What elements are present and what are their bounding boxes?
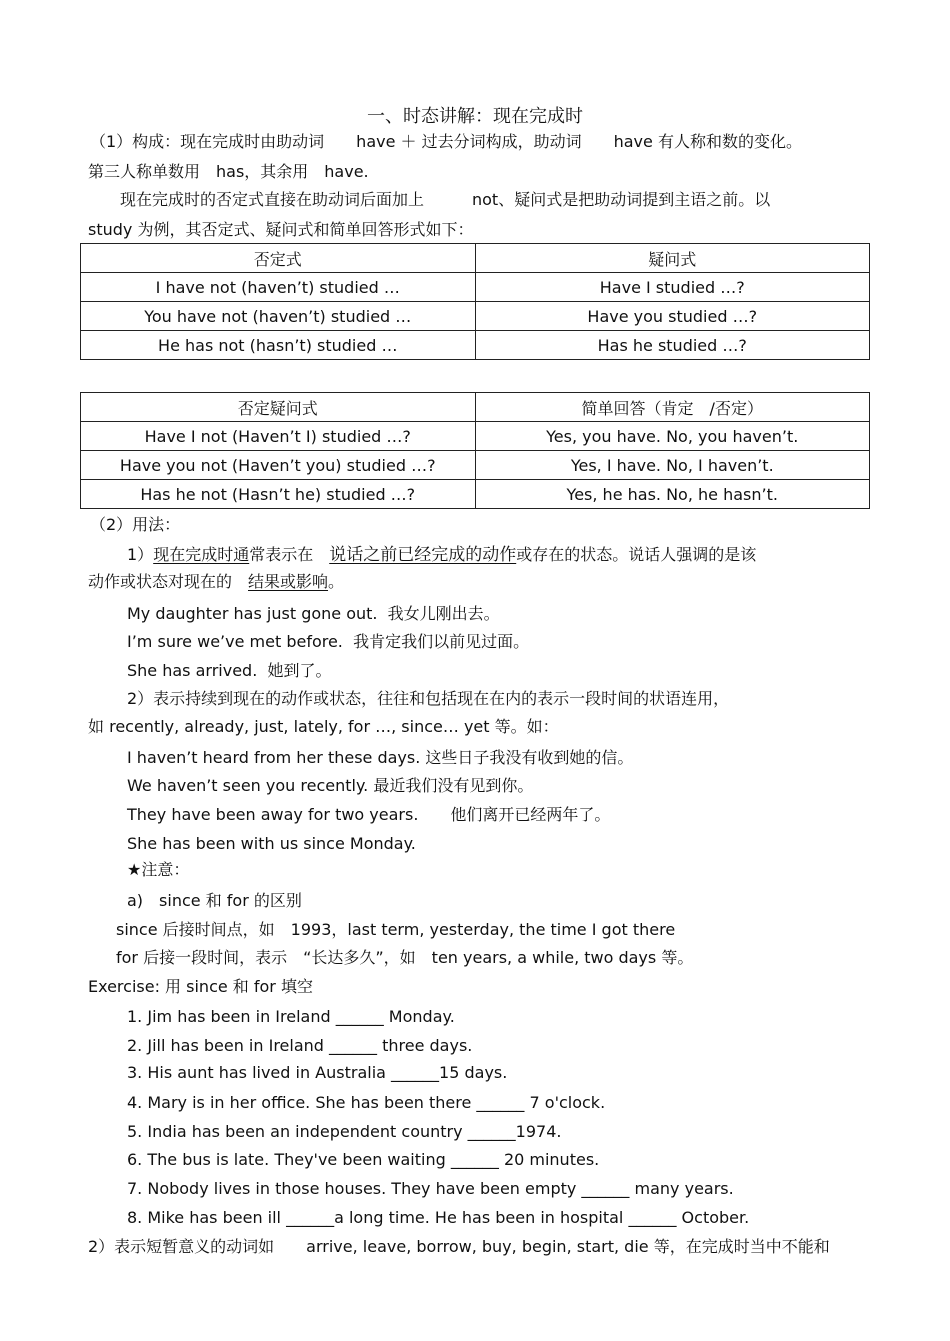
table-cell: You have not (haven’t) studied … bbox=[81, 302, 476, 331]
table-row bbox=[81, 302, 870, 331]
exercise-item: 1. Jim has been in Ireland ______ Monday. bbox=[127, 1007, 455, 1026]
usage-1-underlined-phrase: 说话之前已经完成的动作 bbox=[329, 545, 517, 565]
usage-2-line-1: 2）表示持续到现在的动作或状态，往往和包括现在在内的表示一段时间的状语连用， bbox=[127, 689, 730, 708]
intro-line-2: 第三人称单数用 has，其余用 have. bbox=[88, 162, 369, 181]
table-header-cell: 否定疑问式 bbox=[81, 393, 476, 422]
usage-2-line-2: 如 recently, already, just, lately, for …, since… yet 等。如： bbox=[88, 717, 559, 736]
intro-line-4: study 为例，其否定式、疑问式和简单回答形式如下： bbox=[88, 220, 474, 239]
exercise-item: 7. Nobody lives in those houses. They have been empty ______ many years. bbox=[127, 1179, 734, 1198]
table-header-row bbox=[81, 244, 870, 273]
exercise-item: 3. His aunt has lived in Australia ______15 days. bbox=[127, 1063, 508, 1082]
example-line: They have been away for two years. 他们离开已经两年了。 bbox=[127, 805, 611, 824]
table-row bbox=[81, 331, 870, 360]
table-cell: Have you not (Haven’t you) studied …? bbox=[81, 451, 476, 480]
exercise-heading: Exercise: 用 since 和 for 填空 bbox=[88, 977, 313, 996]
usage-1-underlined-term: 现在完成时通 bbox=[153, 545, 250, 564]
table-header-cell: 否定式 bbox=[81, 244, 476, 273]
note-subheading: a) since 和 for 的区别 bbox=[127, 891, 302, 910]
table-cell: Has he not (Hasn’t he) studied …? bbox=[81, 480, 476, 509]
page-title: 一、时态讲解：现在完成时 bbox=[367, 106, 583, 127]
example-line: She has been with us since Monday. bbox=[127, 834, 416, 853]
table-cell: Have I not (Haven’t I) studied …? bbox=[81, 422, 476, 451]
table-cell: Yes, he has. No, he hasn’t. bbox=[475, 480, 870, 509]
table-cell: He has not (hasn’t) studied … bbox=[81, 331, 476, 360]
table-cell: Yes, you have. No, you haven’t. bbox=[475, 422, 870, 451]
usage-1-underlined-result: 结果或影响 bbox=[248, 572, 329, 591]
exercise-item: 6. The bus is late. They've been waiting ______ 20 minutes. bbox=[127, 1150, 600, 1169]
intro-line-3: 现在完成时的否定式直接在助动词后面加上 not、疑问式是把助动词提到主语之前。以 bbox=[88, 190, 771, 209]
table-header-row bbox=[81, 393, 870, 422]
conjugation-table-1 bbox=[80, 243, 870, 360]
conjugation-table-2 bbox=[80, 392, 870, 509]
example-line: I’m sure we’ve met before. 我肯定我们以前见过面。 bbox=[127, 632, 530, 651]
table-header-cell: 疑问式 bbox=[475, 244, 870, 273]
example-line: My daughter has just gone out. 我女儿刚出去。 bbox=[127, 604, 500, 623]
exercise-item: 8. Mike has been ill ______a long time. He has been in hospital ______ October. bbox=[127, 1208, 750, 1227]
note-since-line: since 后接时间点，如 1993，last term, yesterday, the time I got there bbox=[116, 920, 676, 939]
table-row bbox=[81, 451, 870, 480]
example-line: She has arrived. 她到了。 bbox=[127, 661, 332, 680]
usage-1-period: 。 bbox=[328, 572, 345, 591]
note-for-line: for 后接一段时间，表示 “长达多久”，如 ten years, a while, two days 等。 bbox=[116, 948, 694, 967]
usage-heading: （2）用法： bbox=[90, 515, 181, 534]
usage-1-number: 1） bbox=[127, 545, 154, 564]
usage-1-text-3: 动作或状态对现在的 bbox=[88, 572, 249, 591]
usage-1-text-2: 或存在的状态。说话人强调的是该 bbox=[516, 545, 757, 564]
usage-1-line-2 bbox=[88, 572, 344, 592]
table-row bbox=[81, 273, 870, 302]
example-line: We haven’t seen you recently. 最近我们没有见到你。 bbox=[127, 776, 534, 795]
intro-line-1: （1）构成：现在完成时由助动词 have ＋ 过去分词构成，助动词 have 有人称和数的变化。 bbox=[90, 132, 802, 151]
usage-1-text: 常表示在 bbox=[249, 545, 330, 564]
table-row bbox=[81, 480, 870, 509]
last-line: 2）表示短暂意义的动词如 arrive, leave, borrow, buy, begin, start, die 等，在完成时当中不能和 bbox=[88, 1237, 830, 1256]
exercise-item: 5. India has been an independent country ______1974. bbox=[127, 1122, 562, 1141]
table-cell: I have not (haven’t) studied … bbox=[81, 273, 476, 302]
table-cell: Yes, I have. No, I haven’t. bbox=[475, 451, 870, 480]
table-cell: Have you studied …? bbox=[475, 302, 870, 331]
table-cell: Has he studied …? bbox=[475, 331, 870, 360]
exercise-item: 2. Jill has been in Ireland ______ three days. bbox=[127, 1036, 473, 1055]
example-line: I haven’t heard from her these days. 这些日子我没有收到她的信。 bbox=[127, 748, 634, 767]
table-row bbox=[81, 422, 870, 451]
note-title: ★注意： bbox=[127, 860, 190, 879]
table-cell: Have I studied …? bbox=[475, 273, 870, 302]
table-header-cell: 简单回答（肯定 /否定） bbox=[475, 393, 870, 422]
usage-1-line-1 bbox=[127, 545, 756, 565]
exercise-item: 4. Mary is in her office. She has been there ______ 7 o'clock. bbox=[127, 1093, 606, 1112]
